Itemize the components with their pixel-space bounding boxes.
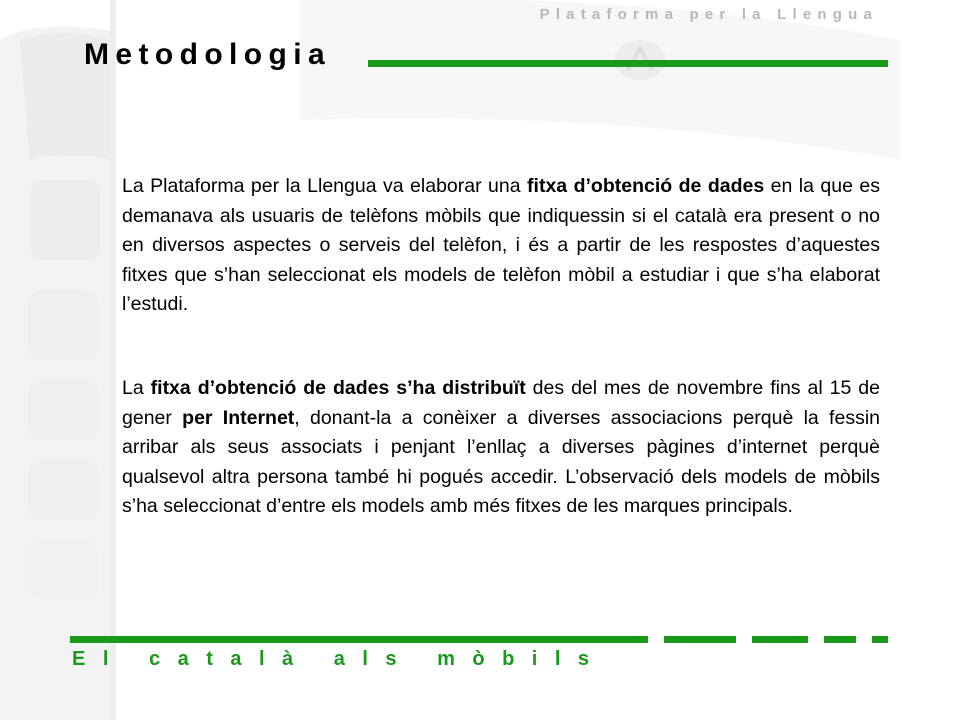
- footer-title: El català als mòbils: [72, 648, 607, 670]
- brand-header: Plataforma per la Llengua: [539, 6, 878, 23]
- paragraph-1: [122, 172, 880, 320]
- footer-rule-segment: [824, 636, 856, 643]
- footer-rule-segment: [70, 636, 648, 643]
- paragraph-1-bold-1: fitxa d’obtenció de dades: [527, 175, 765, 197]
- page-title: Metodologia: [84, 38, 332, 71]
- paragraph-1-text-2: en la que es demanava als usuaris de telèfons mòbils que indiquessin si el català era present o no en diversos aspectes o serveis del telèfon, i és a partir de les respostes d’aquestes fitxes que s’han seleccionat els models de telèfon mòbil a estudiar i que s’ha elaborat l’estudi.: [122, 175, 881, 315]
- paragraph-2-text-1: La: [122, 377, 151, 399]
- paragraph-2-text-2: des del mes de novembre fins al 15 de gener: [122, 377, 880, 429]
- footer-rule-segment: [664, 636, 736, 643]
- paragraph-1-text-1: La Plataforma per la Llengua va elaborar una: [122, 175, 528, 197]
- paragraph-2: [122, 374, 880, 522]
- paragraph-2-text-3: , donant-la a conèixer a diverses associacions perquè la fessin arribar als seus associats i penjant l’enllaç a diverses pàgines d’internet perquè qualsevol altra persona també hi pogués accedir. L’observació dels models de mòbils s’ha seleccionat d’entre els models amb més fitxes de les marques principals.: [122, 406, 880, 517]
- footer-rule-segment: [872, 636, 888, 643]
- title-underline: [368, 60, 888, 67]
- footer-rule-segment: [752, 636, 808, 643]
- paragraph-2-bold-1: fitxa d’obtenció de dades s’ha distribuït: [150, 377, 526, 399]
- footer-rule: [70, 636, 890, 643]
- paragraph-2-bold-2: per Internet: [182, 406, 295, 429]
